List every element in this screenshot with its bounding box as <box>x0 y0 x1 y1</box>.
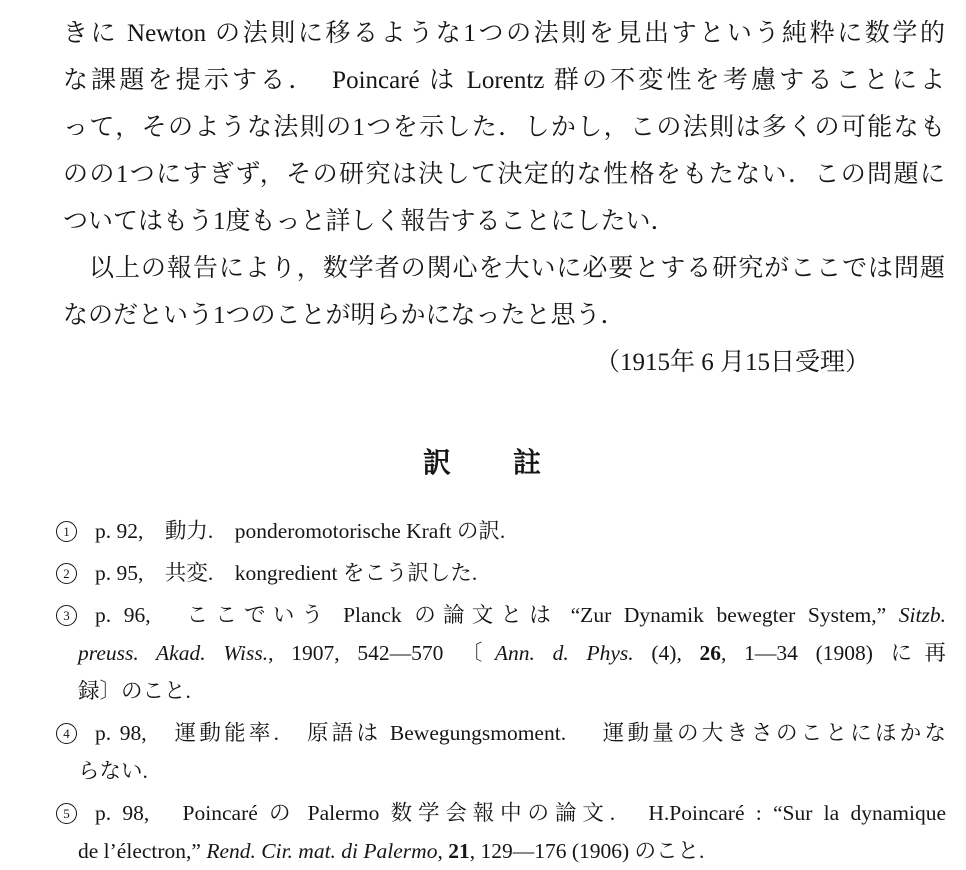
note-text-italic: Rend. Cir. mat. di Palermo <box>206 839 438 863</box>
body-line: きに Newton の法則に移るような1つの法則を見出すという純粋に数学的 <box>63 20 945 47</box>
body-line: 以上の報告により，数学者の関心を大いに必要とする研究がここでは問題 <box>63 255 945 282</box>
note-text-bold: 21 <box>448 839 470 863</box>
note-text: p. 96, ここでいう Planck の論文とは “Zur Dynamik bewegter System,” <box>95 603 899 627</box>
note-item-1 <box>56 512 946 550</box>
note-line <box>56 554 946 592</box>
note-marker: 2 <box>56 563 77 584</box>
body-paragraph-1 <box>63 10 945 245</box>
note-line <box>56 794 946 832</box>
body-paragraph-2 <box>63 245 945 339</box>
note-marker: 5 <box>56 803 77 824</box>
note-text: (4), <box>633 641 700 665</box>
translator-notes <box>56 512 946 870</box>
note-text: , 129—176 (1906) のこと. <box>469 839 705 863</box>
note-item-5 <box>56 794 946 870</box>
note-text: p. 92, 動力. ponderomotorische Kraft の訳. <box>95 519 506 543</box>
note-line <box>56 634 946 672</box>
note-text: 録〕のこと. <box>78 679 191 703</box>
body-line: って，そのような法則の1つを示した．しかし，この法則は多くの可能なも <box>63 114 945 141</box>
note-text: de l’électron,” <box>78 839 207 863</box>
note-line <box>56 512 946 550</box>
note-text: p. 98, Poincaré の Palermo 数学会報中の論文. H.Poincaré : “Sur la dynamique <box>95 801 946 825</box>
body-line: なのだという1つのことが明らかになったと思う． <box>63 302 626 329</box>
note-item-4 <box>56 714 946 790</box>
note-text: p. 95, 共変. kongredient をこう訳した. <box>95 561 478 585</box>
note-line <box>56 752 946 790</box>
note-text-italic: Sitzb. <box>898 603 946 627</box>
note-text: , 1—34 (1908) に再 <box>721 641 946 665</box>
note-text: , 1907, 542—570 〔 <box>268 641 495 665</box>
note-text-italic: preuss. Akad. Wiss. <box>78 641 269 665</box>
notes-heading: 訳 註 <box>422 448 543 479</box>
note-text-italic: Ann. d. Phys. <box>494 641 634 665</box>
note-line <box>56 714 946 752</box>
note-item-2 <box>56 554 946 592</box>
note-marker: 3 <box>56 605 77 626</box>
body-line: な課題を提示する． Poincaré は Lorentz 群の不変性を考慮することによ <box>63 67 945 94</box>
note-text: , <box>437 839 449 863</box>
body-line: ついてはもう1度もっと詳しく報告することにしたい． <box>63 208 676 235</box>
note-line <box>56 596 946 634</box>
note-text: らない. <box>78 759 148 783</box>
note-text-bold: 26 <box>699 641 722 665</box>
note-line <box>56 672 946 710</box>
note-item-3 <box>56 596 946 710</box>
received-date: （1915年 6 月15日受理） <box>594 349 870 376</box>
note-text: p. 98, 運動能率. 原語は Bewegungsmoment. 運動量の大きさのことにほかな <box>95 721 946 745</box>
note-line <box>56 832 946 870</box>
body-line: のの1つにすぎず，その研究は決して決定的な性格をもたない．この問題に <box>63 161 945 188</box>
note-marker: 4 <box>56 723 77 744</box>
note-marker: 1 <box>56 521 77 542</box>
